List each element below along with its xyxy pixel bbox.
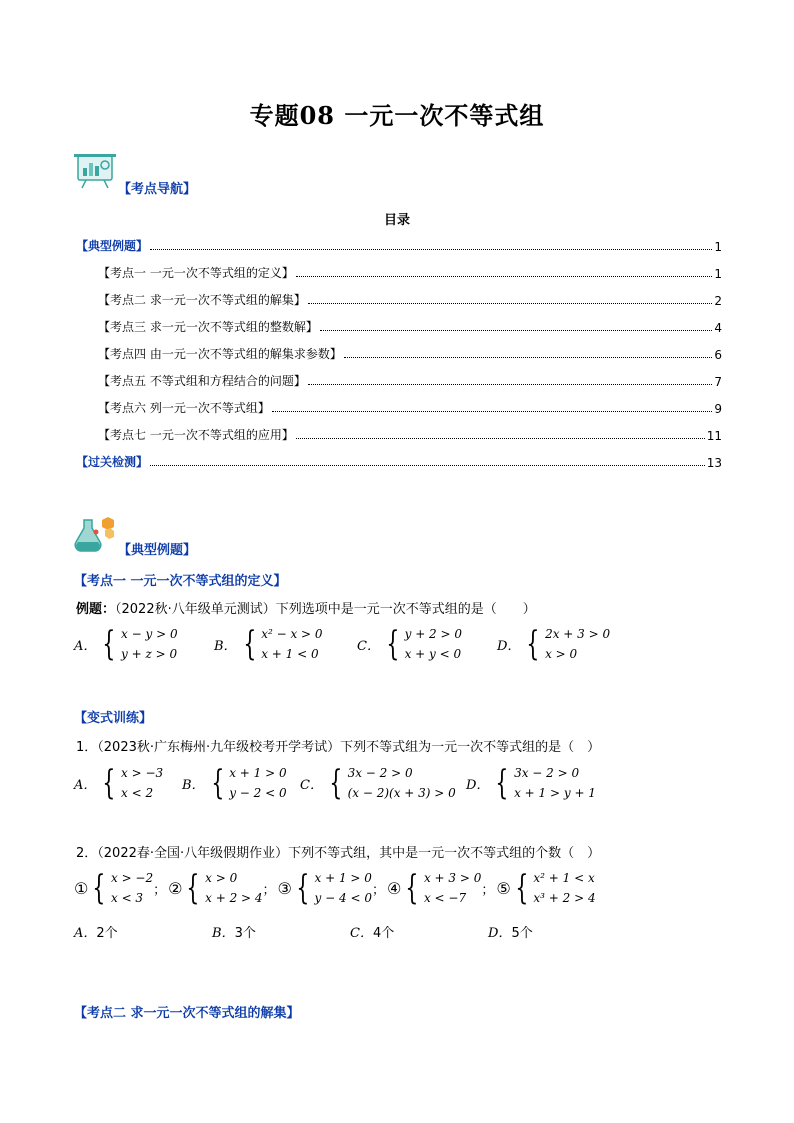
answer-option bbox=[350, 922, 488, 941]
toc-leader-dots bbox=[150, 249, 712, 250]
inequality-top: x² − x > 0 bbox=[261, 627, 323, 641]
toc-entry-label: 【考点七 一元一次不等式组的应用】 bbox=[98, 428, 294, 442]
answer-label: C． bbox=[350, 926, 373, 941]
toc-entry bbox=[76, 371, 722, 389]
toc-entry-label: 【考点二 求一元一次不等式组的解集】 bbox=[98, 293, 306, 307]
inequality-bottom: y + z > 0 bbox=[121, 647, 178, 661]
toc-leader-dots bbox=[296, 438, 705, 439]
option-item bbox=[497, 624, 697, 664]
option-label: A． bbox=[74, 638, 97, 654]
q2-text: 2．（2022春·全国·八年级假期作业）下列不等式组，其中是一元一次不等式组的个数（ ） bbox=[76, 846, 601, 861]
inequality-top: x + 1 > 0 bbox=[314, 871, 372, 885]
toc-entry-page: 2 bbox=[714, 294, 722, 308]
answer-value: 4个 bbox=[372, 926, 395, 941]
system-item bbox=[168, 868, 277, 908]
brace-symbol: { bbox=[102, 624, 116, 664]
inequality-system bbox=[511, 868, 596, 908]
toc-entry-page: 9 bbox=[714, 402, 722, 416]
toc-entry-page: 7 bbox=[714, 375, 722, 389]
inequality-bottom: x + 2 > 4 bbox=[205, 891, 263, 905]
inequality-lines bbox=[315, 868, 372, 908]
toc-entry-label: 【考点五 不等式组和方程结合的问题】 bbox=[98, 374, 306, 388]
separator: ； bbox=[371, 882, 385, 898]
inequality-bottom: x³ + 2 > 4 bbox=[533, 891, 596, 905]
brace-symbol: { bbox=[515, 868, 529, 908]
option-label: C． bbox=[357, 638, 380, 654]
inequality-system bbox=[325, 763, 456, 803]
inequality-top: y + 2 > 0 bbox=[404, 627, 463, 641]
toc-entry-page: 1 bbox=[714, 240, 722, 254]
variant-header: 【变式训练】 bbox=[74, 711, 153, 726]
system-number: ③ bbox=[277, 878, 292, 898]
system-item bbox=[496, 868, 595, 908]
toc-entry bbox=[76, 290, 722, 308]
q1-options bbox=[74, 763, 714, 803]
toc-entry-page: 4 bbox=[714, 321, 722, 335]
system-item bbox=[74, 868, 168, 908]
system-number: ⑤ bbox=[496, 878, 511, 898]
system-item bbox=[278, 868, 387, 908]
toc-entry-label: 【考点四 由一元一次不等式组的解集求参数】 bbox=[98, 347, 342, 361]
option-label: D． bbox=[497, 638, 521, 654]
inequality-system bbox=[382, 624, 462, 664]
toc-entry-label: 【典型例题】 bbox=[76, 239, 149, 253]
toc-entry bbox=[76, 452, 722, 470]
toc-entry bbox=[76, 398, 722, 416]
brace-symbol: { bbox=[186, 868, 200, 908]
option-label: B． bbox=[182, 777, 205, 793]
toc-entry bbox=[76, 317, 722, 335]
answer-label: A． bbox=[74, 926, 97, 941]
option-label: B． bbox=[214, 638, 237, 654]
inequality-system bbox=[88, 868, 153, 908]
page-title: 专题08 一元一次不等式组 bbox=[249, 101, 545, 130]
answer-option bbox=[488, 922, 626, 941]
answer-option bbox=[212, 922, 350, 941]
option-item bbox=[74, 624, 214, 664]
toc-entry-page: 6 bbox=[714, 348, 722, 362]
inequality-top: x + 3 > 0 bbox=[423, 871, 482, 885]
option-item bbox=[357, 624, 497, 664]
presentation-board-icon bbox=[74, 150, 118, 190]
toc-entry-label: 【考点一 一元一次不等式组的定义】 bbox=[98, 266, 294, 280]
inequality-top: x + 1 > 0 bbox=[229, 766, 287, 780]
toc-leader-dots bbox=[272, 411, 713, 412]
inequality-bottom: y − 4 < 0 bbox=[314, 891, 372, 905]
toc-entry bbox=[76, 425, 722, 443]
inequality-bottom: x < 3 bbox=[110, 891, 144, 905]
inequality-system bbox=[98, 624, 177, 664]
brace-symbol: { bbox=[296, 868, 310, 908]
toc-entry-label: 【考点三 求一元一次不等式组的整数解】 bbox=[98, 320, 318, 334]
inequality-bottom: (x − 2)(x + 3) > 0 bbox=[347, 786, 456, 800]
inequality-top: 3x − 2 > 0 bbox=[347, 766, 413, 780]
inequality-bottom: x < −7 bbox=[423, 891, 467, 905]
option-item bbox=[466, 763, 666, 803]
separator: ； bbox=[153, 882, 167, 898]
kp2-header: 【考点二 求一元一次不等式组的解集】 bbox=[74, 1006, 300, 1021]
inequality-lines bbox=[205, 868, 262, 908]
section-typical-examples: 【典型例题】 bbox=[118, 543, 197, 558]
inequality-system bbox=[401, 868, 481, 908]
brace-symbol: { bbox=[329, 763, 343, 803]
brace-symbol: { bbox=[405, 868, 419, 908]
option-item bbox=[74, 763, 182, 803]
inequality-bottom: x + y < 0 bbox=[404, 647, 462, 661]
inequality-top: x > −2 bbox=[110, 871, 154, 885]
option-item bbox=[182, 763, 300, 803]
toc-entry-page: 13 bbox=[706, 456, 722, 470]
inequality-system bbox=[239, 624, 323, 664]
inequality-top: x > −3 bbox=[121, 766, 164, 780]
inequality-top: 3x − 2 > 0 bbox=[514, 766, 580, 780]
toc-leader-dots bbox=[344, 357, 713, 358]
inequality-system bbox=[207, 763, 287, 803]
example-question bbox=[76, 598, 536, 617]
nav-header: 【考点导航】 bbox=[118, 182, 197, 197]
inequality-system bbox=[182, 868, 262, 908]
system-number: ② bbox=[168, 878, 183, 898]
toc-title: 目录 bbox=[383, 213, 410, 228]
option-item bbox=[300, 763, 466, 803]
brace-symbol: { bbox=[495, 763, 509, 803]
toc-leader-dots bbox=[150, 465, 705, 466]
system-number: ① bbox=[74, 878, 89, 898]
inequality-system bbox=[491, 763, 596, 803]
inequality-lines bbox=[348, 763, 456, 803]
toc-entry-page: 1 bbox=[714, 267, 722, 281]
inequality-lines bbox=[424, 868, 481, 908]
inequality-lines bbox=[533, 868, 595, 908]
separator: ； bbox=[481, 882, 495, 898]
answer-value: 2个 bbox=[96, 926, 118, 941]
flask-icon bbox=[72, 514, 116, 554]
option-label: A． bbox=[74, 777, 97, 793]
separator: ； bbox=[262, 882, 276, 898]
inequality-lines bbox=[111, 868, 153, 908]
brace-symbol: { bbox=[386, 624, 400, 664]
option-label: D． bbox=[466, 777, 490, 793]
inequality-system bbox=[292, 868, 372, 908]
answer-option bbox=[74, 922, 212, 941]
answer-label: B． bbox=[212, 926, 235, 941]
example-prefix: 例题： bbox=[76, 602, 116, 617]
system-number: ④ bbox=[386, 878, 402, 898]
inequality-top: 2x + 3 > 0 bbox=[545, 627, 611, 641]
brace-symbol: { bbox=[92, 868, 106, 908]
toc-entry bbox=[76, 344, 722, 362]
inequality-system bbox=[98, 763, 163, 803]
inequality-bottom: x > 0 bbox=[545, 647, 578, 661]
inequality-bottom: y − 2 < 0 bbox=[229, 786, 287, 800]
toc-leader-dots bbox=[296, 276, 713, 277]
inequality-lines bbox=[121, 624, 178, 664]
brace-symbol: { bbox=[102, 763, 116, 803]
brace-symbol: { bbox=[242, 624, 256, 664]
brace-symbol: { bbox=[210, 763, 224, 803]
toc-leader-dots bbox=[308, 384, 713, 385]
option-label: C． bbox=[300, 777, 323, 793]
toc-entry bbox=[76, 263, 722, 281]
answer-value: 5个 bbox=[511, 926, 533, 941]
answer-value: 3个 bbox=[234, 926, 256, 941]
system-item bbox=[387, 868, 496, 908]
inequality-lines bbox=[261, 624, 322, 664]
table-of-contents bbox=[76, 236, 722, 479]
kp1-header: 【考点一 一元一次不等式组的定义】 bbox=[74, 574, 287, 589]
inequality-lines bbox=[405, 624, 462, 664]
brace-symbol: { bbox=[526, 624, 540, 664]
q2-answers bbox=[74, 922, 714, 941]
inequality-lines bbox=[545, 624, 610, 664]
inequality-lines bbox=[514, 763, 596, 803]
inequality-top: x − y > 0 bbox=[121, 627, 178, 641]
inequality-system bbox=[522, 624, 610, 664]
inequality-top: x² + 1 < x bbox=[533, 871, 595, 885]
inequality-lines bbox=[121, 763, 163, 803]
inequality-bottom: x < 2 bbox=[121, 786, 154, 800]
q2-systems bbox=[74, 868, 714, 908]
inequality-lines bbox=[229, 763, 286, 803]
toc-entry-label: 【考点六 列一元一次不等式组】 bbox=[98, 401, 270, 415]
inequality-top: x > 0 bbox=[205, 871, 238, 885]
example-options bbox=[74, 624, 714, 664]
q1-text: 1．（2023秋·广东梅州·九年级校考开学考试）下列不等式组为一元一次不等式组的是（ ） bbox=[76, 740, 601, 755]
toc-leader-dots bbox=[308, 303, 713, 304]
inequality-bottom: x + 1 < 0 bbox=[261, 647, 319, 661]
toc-entry bbox=[76, 236, 722, 254]
option-item bbox=[214, 624, 357, 664]
inequality-bottom: x + 1 > y + 1 bbox=[514, 786, 596, 800]
toc-leader-dots bbox=[320, 330, 713, 331]
example-text: （2022秋·八年级单元测试）下列选项中是一元一次不等式组的是（ ） bbox=[115, 602, 536, 617]
answer-label: D． bbox=[488, 926, 512, 941]
toc-entry-label: 【过关检测】 bbox=[76, 455, 149, 469]
toc-entry-page: 11 bbox=[706, 429, 722, 443]
